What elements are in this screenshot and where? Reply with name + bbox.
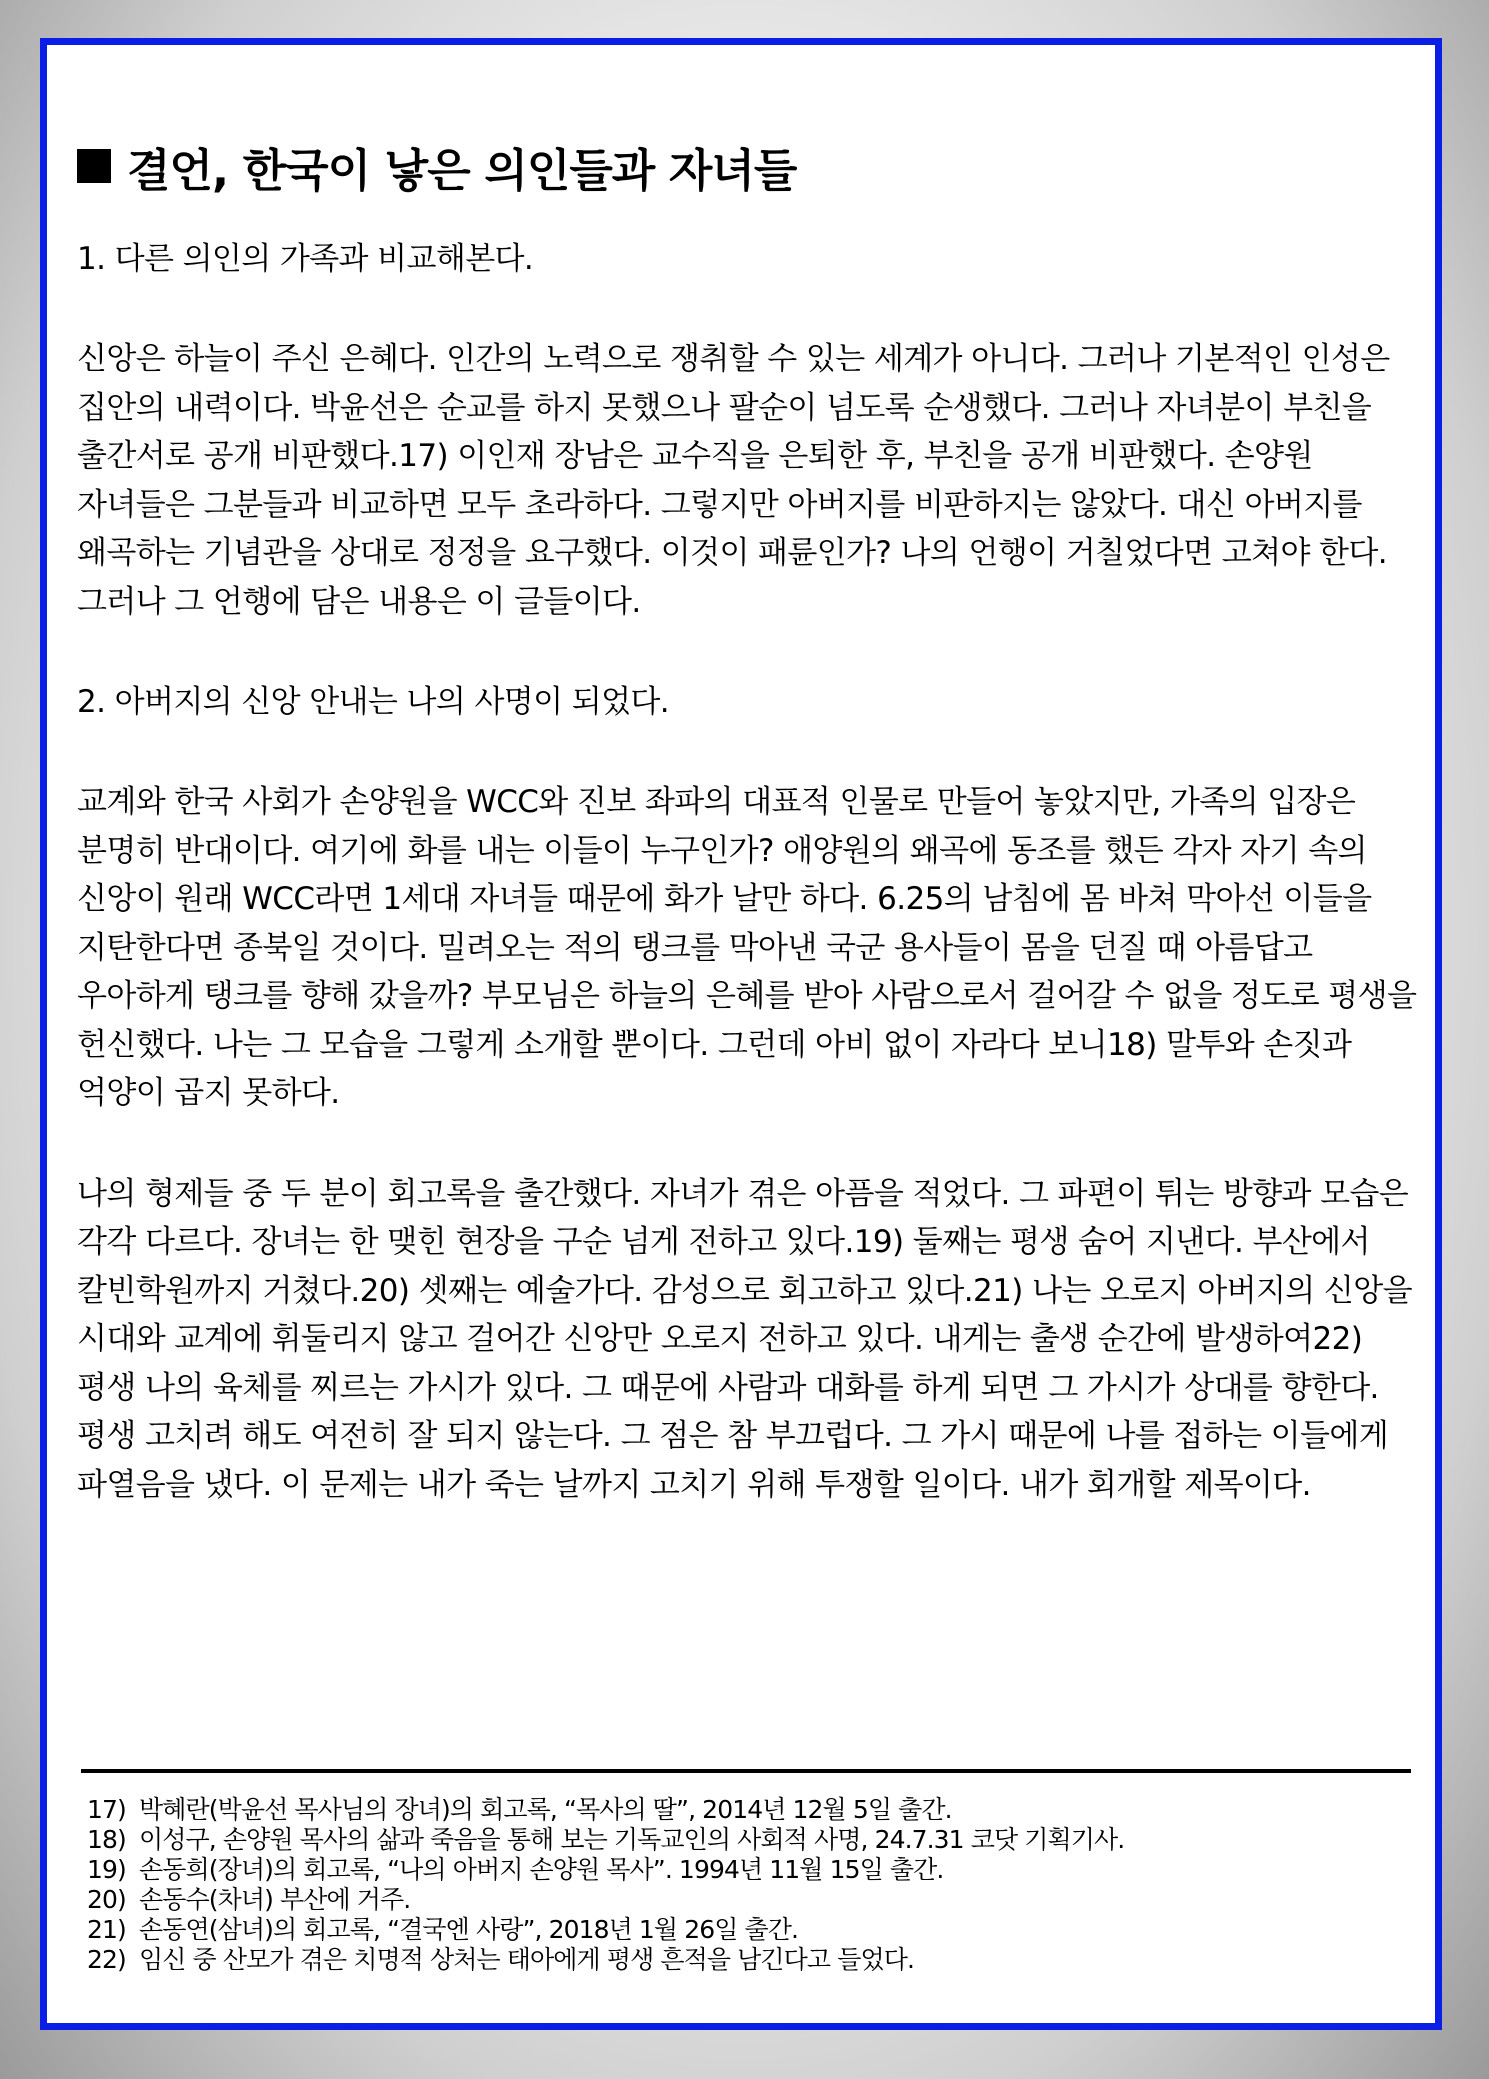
footnotes (87, 1795, 1417, 1975)
footnote-text: 임신 중 산모가 겪은 치명적 상처는 태아에게 평생 흔적을 남긴다고 들었다. (139, 1945, 915, 1974)
footnote-text: 손동수(차녀) 부산에 거주. (139, 1885, 411, 1914)
section-1-paragraph-1: 신앙은 하늘이 주신 은혜다. 인간의 노력으로 쟁취할 수 있는 세계가 아니다. 그러나 기본적인 인성은 집안의 내력이다. 박윤선은 순교를 하지 못했으나 팔순이 넘도록 순생했다. 그러나 자녀분이 부친을 출간서로 공개 비판했다.17) 이인재 장남은 교수직을 은퇴한 후, 부친을 공개 비판했다. 손양원 자녀들은 그분들과 비교하면 모두 초라하다. 그렇지만 아버지를 비판하지는 않았다. 대신 아버지를 왜곡하는 기념관을 상대로 정정을 요구했다. 이것이 패륜인가? 나의 언행이 거칠었다면 고쳐야 한다. 그러나 그 언행에 담은 내용은 이 글들이다. (77, 341, 1390, 620)
section-heading-1: 1. 다른 의인의 가족과 비교해본다. (77, 241, 534, 277)
footnote-text: 이성구, 손양원 목사의 삶과 죽음을 통해 보는 기독교인의 사회적 사명, 24.7.31 코닷 기획기사. (139, 1825, 1125, 1854)
footnote-17 (87, 1795, 1417, 1825)
footnote-number: 20) (87, 1885, 126, 1914)
footnote-text: 손동희(장녀)의 회고록, “나의 아버지 손양원 목사”. 1994년 11월 15일 출간. (139, 1855, 944, 1884)
document-body (77, 135, 1417, 1561)
section-2-paragraph-2: 나의 형제들 중 두 분이 회고록을 출간했다. 자녀가 겪은 아픔을 적었다. 그 파편이 튀는 방향과 모습은 각각 다르다. 장녀는 한 맺힌 현장을 구순 넘게 전하고 있다.19) 둘째는 평생 숨어 지낸다. 부산에서 칼빈학원까지 거쳤다.20) 셋째는 예술가다. 감성으로 회고하고 있다.21) 나는 오로지 아버지의 신앙을 시대와 교계에 휘둘리지 않고 걸어간 신앙만 오로지 전하고 있다. 내게는 출생 순간에 발생하여22) 평생 나의 육체를 찌르는 가시가 있다. 그 때문에 사람과 대화를 하게 되면 그 가시가 상대를 향한다. 평생 고치려 해도 여전히 잘 되지 않는다. 그 점은 참 부끄럽다. 그 가시 때문에 나를 접하는 이들에게 파열음을 냈다. 이 문제는 내가 죽는 날까지 고치기 위해 투쟁할 일이다. 내가 회개할 제목이다. (77, 1175, 1412, 1503)
footnote-number: 22) (87, 1945, 126, 1974)
footnote-20 (87, 1885, 1417, 1915)
footnote-number: 21) (87, 1915, 126, 1944)
footnote-18 (87, 1825, 1417, 1855)
document-page (40, 38, 1442, 2030)
page-title-text: 결언, 한국이 낳은 의인들과 자녀들 (127, 143, 797, 197)
section-heading-2: 2. 아버지의 신앙 안내는 나의 사명이 되었다. (77, 684, 670, 720)
footnote-number: 18) (87, 1825, 126, 1854)
footnote-number: 17) (87, 1795, 126, 1824)
footnote-22 (87, 1945, 1417, 1975)
section-2-paragraph-1: 교계와 한국 사회가 손양원을 WCC와 진보 좌파의 대표적 인물로 만들어 놓았지만, 가족의 입장은 분명히 반대이다. 여기에 화를 내는 이들이 누구인가? 애양원의 왜곡에 동조를 했든 각자 자기 속의 신앙이 원래 WCC라면 1세대 자녀들 때문에 화가 날만 하다. 6.25의 남침에 몸 바쳐 막아선 이들을 지탄한다면 종북일 것이다. 밀려오는 적의 탱크를 막아낸 국군 용사들이 몸을 던질 때 아름답고 우아하게 탱크를 향해 갔을까? 부모님은 하늘의 은혜를 받아 사람으로서 걸어갈 수 없을 정도로 평생을 헌신했다. 나는 그 모습을 그렇게 소개할 뿐이다. 그런데 아비 없이 자라다 보니18) 말투와 손짓과 억양이 곱지 못하다. (77, 784, 1417, 1111)
footnote-text: 손동연(삼녀)의 회고록, “결국엔 사랑”, 2018년 1월 26일 출간. (139, 1915, 799, 1944)
footnote-21 (87, 1915, 1417, 1945)
footnote-divider (81, 1769, 1411, 1773)
black-square-bullet-icon (77, 149, 111, 183)
footnote-19 (87, 1855, 1417, 1885)
page-title (77, 135, 1417, 197)
footnote-number: 19) (87, 1855, 126, 1884)
footnote-text: 박혜란(박윤선 목사님의 장녀)의 회고록, “목사의 딸”, 2014년 12월 5일 출간. (139, 1795, 952, 1824)
